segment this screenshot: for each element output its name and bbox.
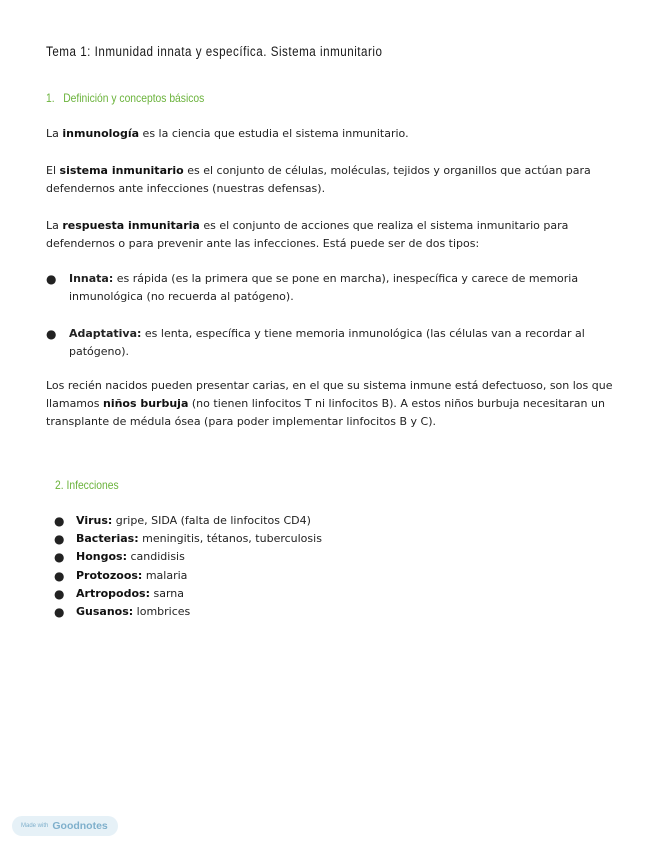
bold-term: Innata: (69, 272, 114, 285)
text-run: candidisis (126, 550, 185, 564)
list-item (54, 567, 322, 585)
bold-term: Virus: (76, 514, 113, 527)
text-run: es el conjunto de acciones que realiza el sistema inmunitario para defendernos o para prevenir ante las infecciones. Está puede ser de dos tipos: (46, 219, 569, 250)
section-heading-infecciones: 2. Infecciones (55, 478, 119, 492)
list-item (54, 512, 322, 530)
text-run: malaria (142, 568, 188, 582)
list-item (54, 585, 322, 603)
bold-term: Bacterias: (76, 532, 139, 546)
section-heading-definicion (46, 91, 204, 105)
bold-term: respuesta inmunitaria (62, 219, 200, 232)
text-run: es el conjunto de células, moléculas, tejidos y organillos que actúan para defendernos ante infecciones (nuestras defensas). (46, 164, 591, 195)
bold-term: Artropodos: (76, 586, 150, 600)
bullet-icon: ● (54, 550, 65, 565)
text-run: La (46, 219, 63, 232)
bullet-icon: ● (54, 605, 65, 620)
badge-prefix: Made with (21, 823, 49, 829)
list-item-innata (46, 270, 636, 306)
paragraph-ninos-burbuja (46, 377, 630, 431)
list-item (54, 530, 322, 548)
badge-brand: Goodnotes (52, 820, 108, 832)
bold-term: Gusanos: (76, 605, 134, 619)
bullet-icon: ● (54, 568, 65, 583)
text-run: (no tienen linfocitos T ni linfocitos B). A estos niños burbuja necesitaran un transplante de médula ósea (para poder implementar linfocitos B y C). (46, 397, 605, 428)
text-run: El (46, 164, 60, 177)
text-run: es la ciencia que estudia el sistema inmunitario. (139, 127, 409, 140)
bullet-icon: ● (54, 532, 65, 547)
bold-term: Hongos: (76, 550, 127, 564)
paragraph-inmunologia (46, 125, 630, 143)
list-item-adaptativa (46, 325, 636, 361)
bullet-icon: ● (46, 327, 57, 341)
paragraph-sistema-inmunitario (46, 162, 630, 198)
paragraph-respuesta-inmunitaria (46, 217, 630, 253)
text-run: sarna (150, 586, 185, 600)
bold-term: sistema inmunitario (59, 164, 184, 177)
bold-term: Protozoos: (76, 568, 143, 582)
section-heading-text: Definición y conceptos básicos (63, 91, 205, 105)
list-item (54, 548, 322, 566)
page-title: Tema 1: Inmunidad innata y específica. Sistema inmunitario (46, 44, 383, 59)
text-run: es lenta, específica y tiene memoria inmunológica (las células van a recordar al patógeno). (69, 327, 585, 358)
text-run: La (46, 127, 63, 140)
bold-term: inmunología (62, 127, 140, 140)
section-number: 1. (46, 91, 55, 105)
bullet-icon: ● (54, 514, 65, 528)
text-run: lombrices (133, 605, 191, 619)
text-run: meningitis, tétanos, tuberculosis (138, 532, 322, 546)
bullet-icon: ● (54, 586, 65, 601)
bold-term: Adaptativa: (69, 327, 142, 340)
list-item (54, 603, 322, 621)
bold-term: niños burbuja (102, 397, 189, 410)
text-run: gripe, SIDA (falta de linfocitos CD4) (112, 514, 311, 527)
infections-list (54, 512, 322, 621)
bullet-icon: ● (46, 272, 57, 286)
goodnotes-badge[interactable] (12, 816, 118, 836)
text-run: Los recién nacidos pueden presentar carias, en el que su sistema inmune está defectuoso, son los que llamamos (46, 379, 613, 410)
text-run: es rápida (es la primera que se pone en marcha), inespecífica y carece de memoria inmunológica (no recuerda al patógeno). (69, 272, 579, 303)
